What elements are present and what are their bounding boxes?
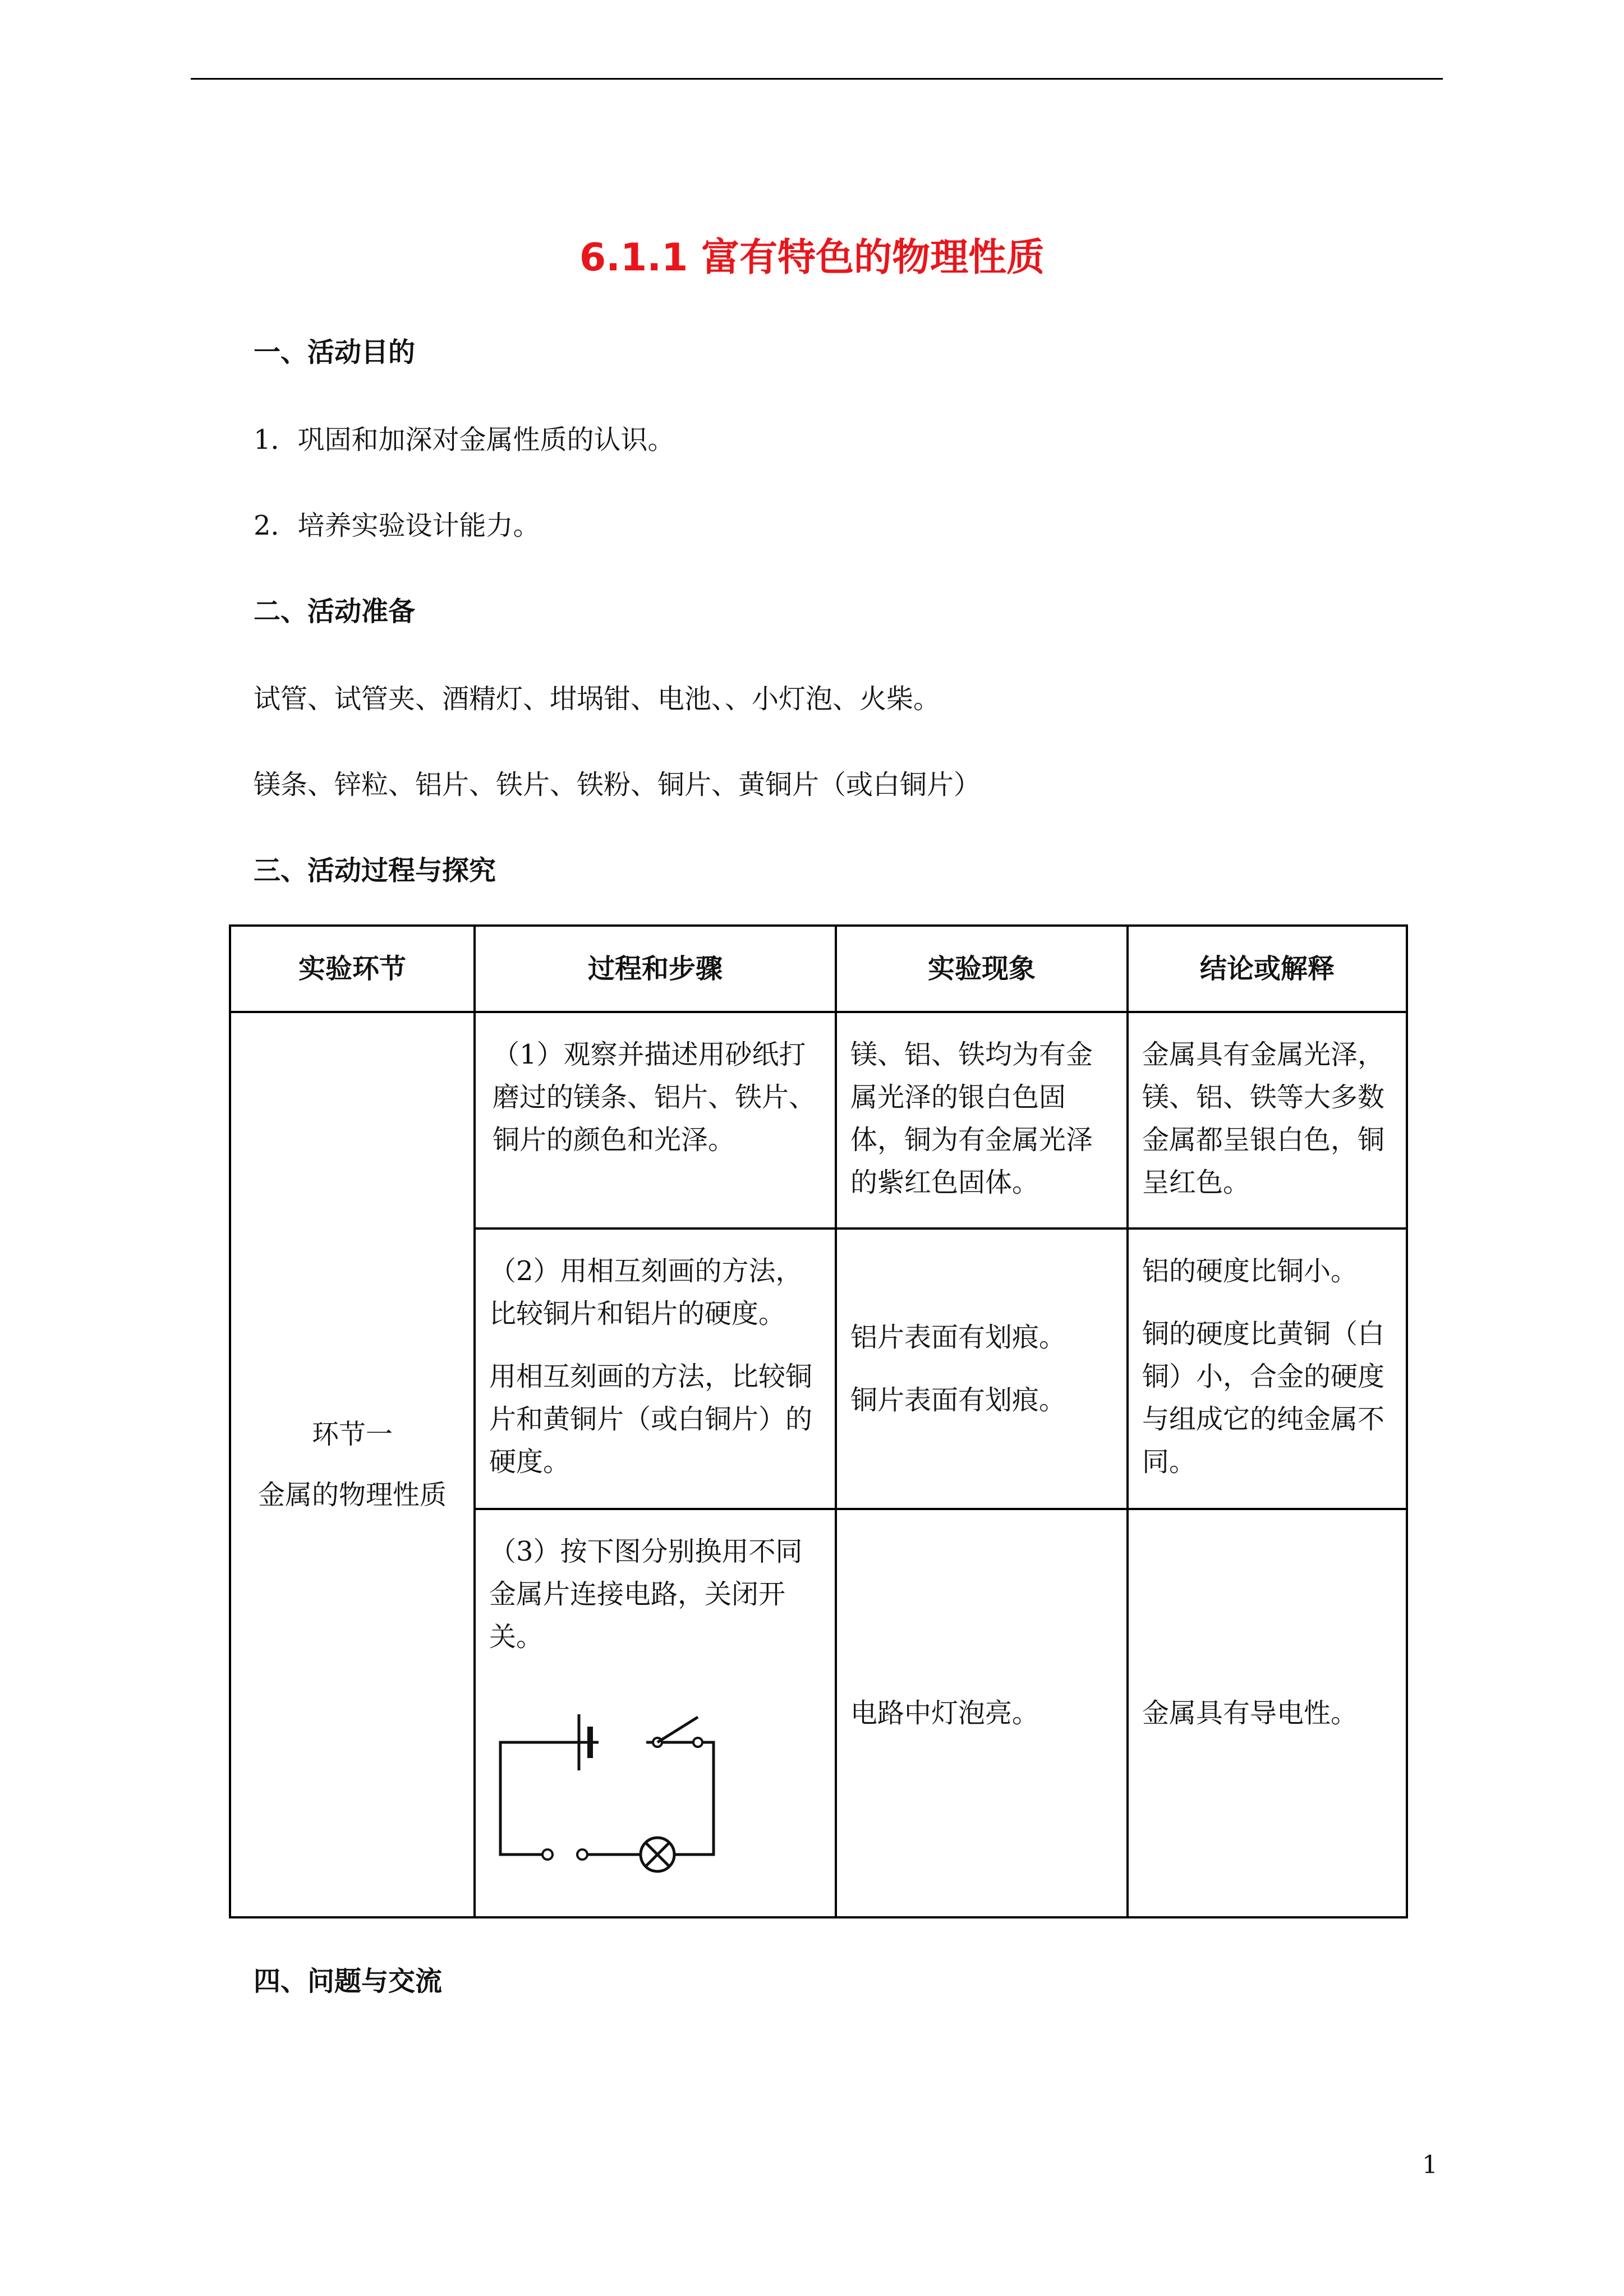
phenomenon-text: 铜片表面有划痕。	[850, 1384, 1066, 1416]
conclusion-text: 金属具有导电性。	[1142, 1697, 1358, 1729]
phenomenon-text: 铝片表面有划痕。	[850, 1322, 1066, 1353]
conclusion-text: 铝的硬度比铜小。	[1142, 1255, 1358, 1287]
conclusion-cell	[1128, 1012, 1407, 1228]
section-heading-preparation: 二、活动准备	[254, 596, 416, 627]
page-number: 1	[1422, 2151, 1438, 2179]
stage-description: 金属的物理性质	[257, 1479, 447, 1511]
step-text: （3）按下图分别换用不同金属片连接电路，关闭开关。	[489, 1536, 803, 1653]
terminal-icon	[542, 1849, 641, 1860]
section-heading-purpose: 一、活动目的	[254, 337, 416, 368]
purpose-item-2: 2．培养实验设计能力。	[254, 510, 540, 541]
circuit-diagram	[489, 1692, 803, 1877]
header-phenomena: 实验现象	[836, 926, 1128, 1012]
phenomenon-text: 镁、铝、铁均为有金属光泽的银白色固体，铜为有金属光泽的紫红色固体。	[850, 1039, 1093, 1198]
conclusion-cell	[1128, 1509, 1407, 1917]
table-row	[230, 1012, 1407, 1228]
purpose-item-1: 1．巩固和加深对金属性质的认识。	[254, 424, 675, 455]
header-steps: 过程和步骤	[475, 926, 836, 1012]
phenomena-cell	[836, 1509, 1128, 1917]
phenomena-cell	[836, 1228, 1128, 1509]
materials-line-1: 试管、试管夹、酒精灯、坩埚钳、电池、、小灯泡、火柴。	[254, 683, 941, 715]
stage-cell	[230, 1012, 475, 1917]
phenomenon-text: 电路中灯泡亮。	[850, 1697, 1039, 1729]
materials-line-2: 镁条、锌粒、铝片、铁片、铁粉、铜片、黄铜片（或白铜片）	[254, 769, 981, 800]
steps-cell	[475, 1012, 836, 1228]
section-heading-discussion: 四、问题与交流	[254, 1966, 443, 1997]
header-rule	[191, 78, 1443, 80]
step-text: （2）用相互刻画的方法，比较铜片和铝片的硬度。	[489, 1255, 803, 1329]
conclusion-cell	[1128, 1228, 1407, 1509]
header-conclusions: 结论或解释	[1128, 926, 1407, 1012]
table-header-row	[230, 926, 1407, 1012]
header-stage: 实验环节	[230, 926, 475, 1012]
phenomena-cell	[836, 1012, 1128, 1228]
stage-name: 环节一	[311, 1419, 393, 1450]
conclusion-text: 铜的硬度比黄铜（白铜）小，合金的硬度与组成它的纯金属不同。	[1142, 1318, 1385, 1478]
bulb-icon	[641, 1838, 714, 1871]
wire-left	[500, 1742, 596, 1855]
steps-cell	[475, 1228, 836, 1509]
conclusion-text: 金属具有金属光泽，镁、铝、铁等大多数金属都呈银白色，铜呈红色。	[1142, 1039, 1385, 1198]
step-text: 用相互刻画的方法，比较铜片和黄铜片（或白铜片）的硬度。	[489, 1361, 813, 1478]
page-title: 6.1.1 富有特色的物理性质	[579, 236, 1045, 280]
section-heading-process: 三、活动过程与探究	[254, 855, 496, 886]
steps-cell	[475, 1509, 836, 1917]
experiment-table	[229, 924, 1408, 1918]
step-text: （1）观察并描述用砂纸打磨过的镁条、铝片、铁片、铜片的颜色和光泽。	[493, 1039, 816, 1156]
